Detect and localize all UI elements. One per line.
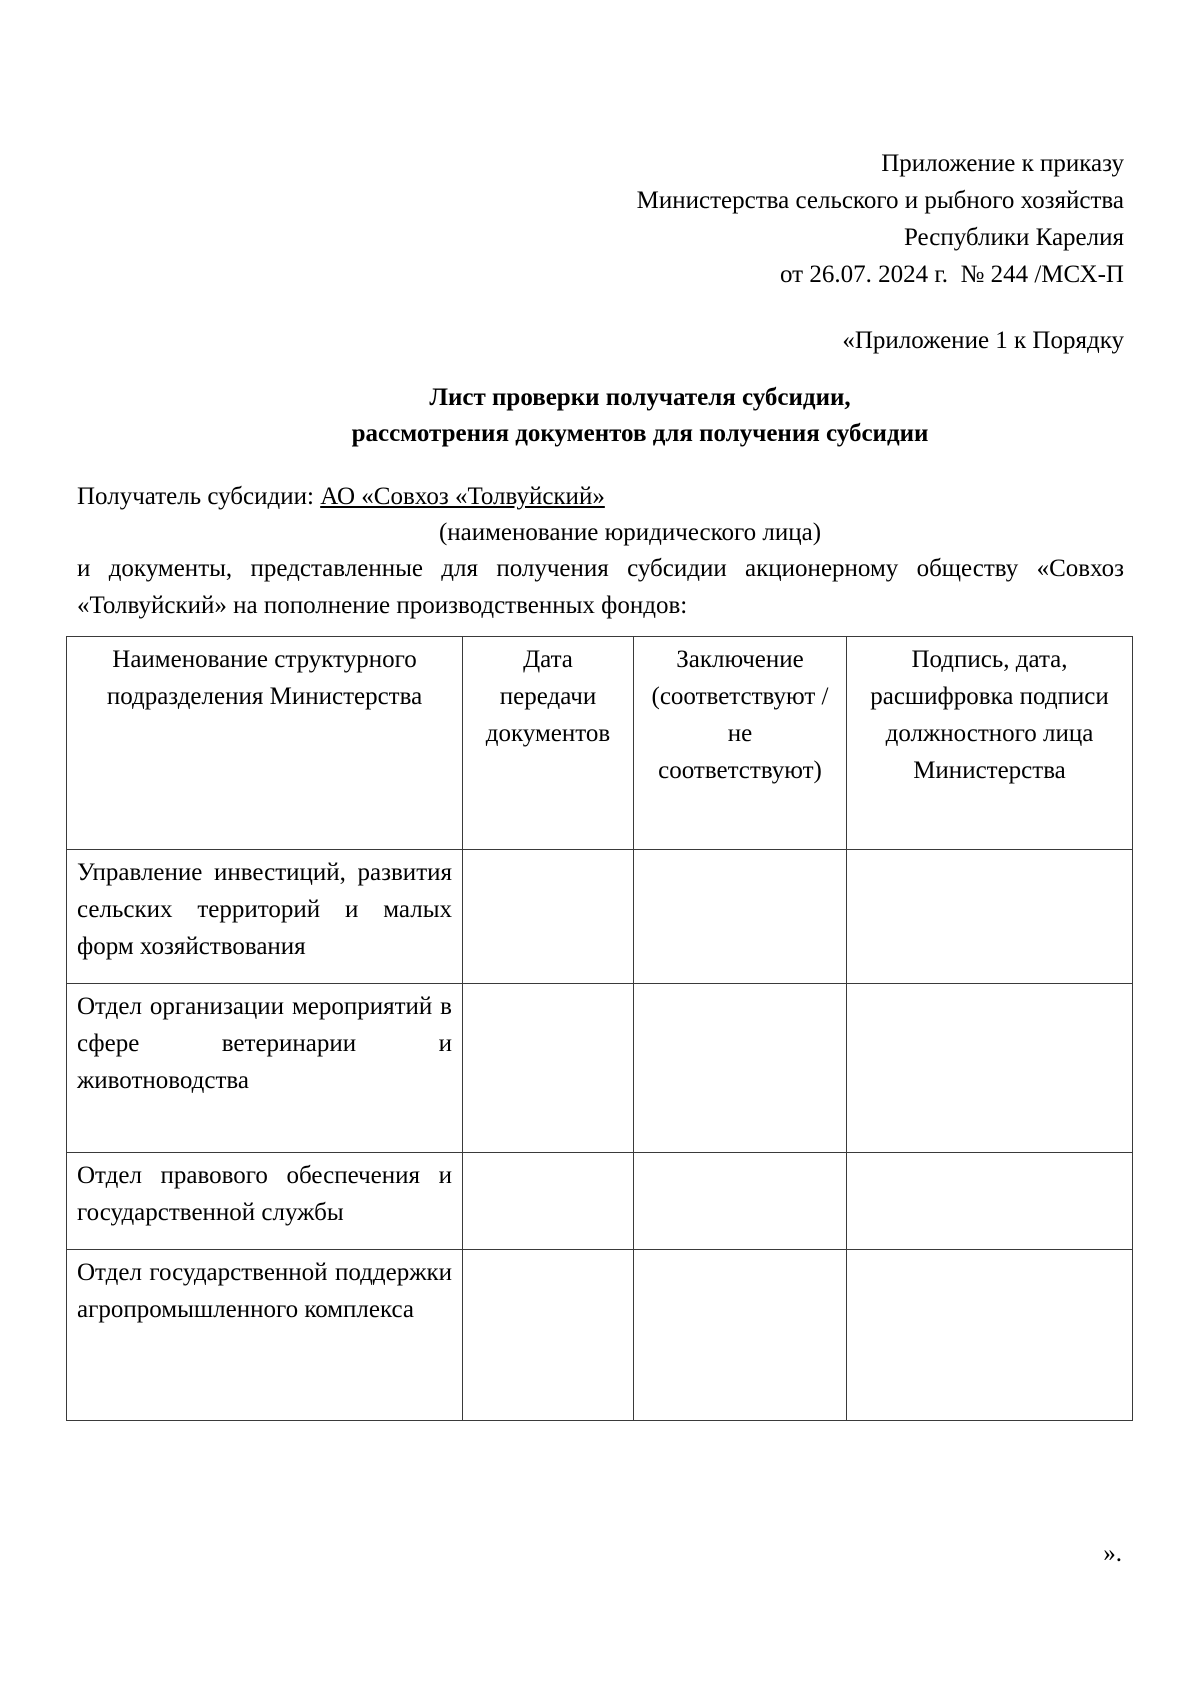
header-line-3: Республики Карелия <box>903 224 1124 251</box>
closing-quote-mark: ». <box>1103 1540 1122 1567</box>
document-title <box>0 380 1200 452</box>
procedure-appendix-note: «Приложение 1 к Порядку <box>842 327 1124 354</box>
table-row <box>67 984 1133 1153</box>
title-line-2: рассмотрения документов для получения субсидии <box>351 420 929 447</box>
signature-cell[interactable] <box>847 850 1133 984</box>
signature-cell[interactable] <box>847 984 1133 1153</box>
department-cell: Отдел правового обеспечения и государственной службы <box>67 1153 463 1250</box>
conclusion-cell[interactable] <box>634 984 847 1153</box>
signature-cell[interactable] <box>847 1250 1133 1421</box>
signature-cell[interactable] <box>847 1153 1133 1250</box>
transfer-date-cell[interactable] <box>463 984 634 1153</box>
intro-paragraph: и документы, представленные для получения субсидии акционерному обществу «Совхоз «Толвуйский» на пополнение производственных фондов: <box>77 555 1124 619</box>
department-cell: Отдел организации мероприятий в сфере ветеринарии и животноводства <box>67 984 463 1153</box>
transfer-date-cell[interactable] <box>463 1250 634 1421</box>
header-line-4: от 26.07. 2024 г. № 244 /МСХ-П <box>779 261 1124 288</box>
transfer-date-cell[interactable] <box>463 850 634 984</box>
header-line-1: Приложение к приказу <box>881 150 1124 177</box>
department-cell: Управление инвестиций, развития сельских территорий и малых форм хозяйствования <box>67 850 463 984</box>
recipient-caption: (наименование юридического лица) <box>438 519 822 546</box>
recipient-line <box>77 478 605 515</box>
recipient-name: АО «Совхоз «Толвуйский» <box>320 483 605 510</box>
recipient-label: Получатель субсидии: <box>77 483 321 510</box>
table-row <box>67 850 1133 984</box>
header-conclusion: Заключение (соответствуют / не соответствуют) <box>634 637 847 850</box>
header-line-2: Министерства сельского и рыбного хозяйства <box>636 187 1124 214</box>
header-signature: Подпись, дата, расшифровка подписи должностного лица Министерства <box>847 637 1133 850</box>
table-row <box>67 1250 1133 1421</box>
conclusion-cell[interactable] <box>634 850 847 984</box>
header-transfer-date: Дата передачи документов <box>463 637 634 850</box>
conclusion-cell[interactable] <box>634 1250 847 1421</box>
header-department: Наименование структурного подразделения Министерства <box>67 637 463 850</box>
table-row <box>67 1153 1133 1250</box>
title-line-1: Лист проверки получателя субсидии, <box>429 384 851 411</box>
table-header-row <box>67 637 1133 850</box>
order-appendix-header <box>637 145 1124 293</box>
transfer-date-cell[interactable] <box>463 1153 634 1250</box>
conclusion-cell[interactable] <box>634 1153 847 1250</box>
review-table <box>66 636 1133 1421</box>
department-cell: Отдел государственной поддержки агропромышленного комплекса <box>67 1250 463 1421</box>
